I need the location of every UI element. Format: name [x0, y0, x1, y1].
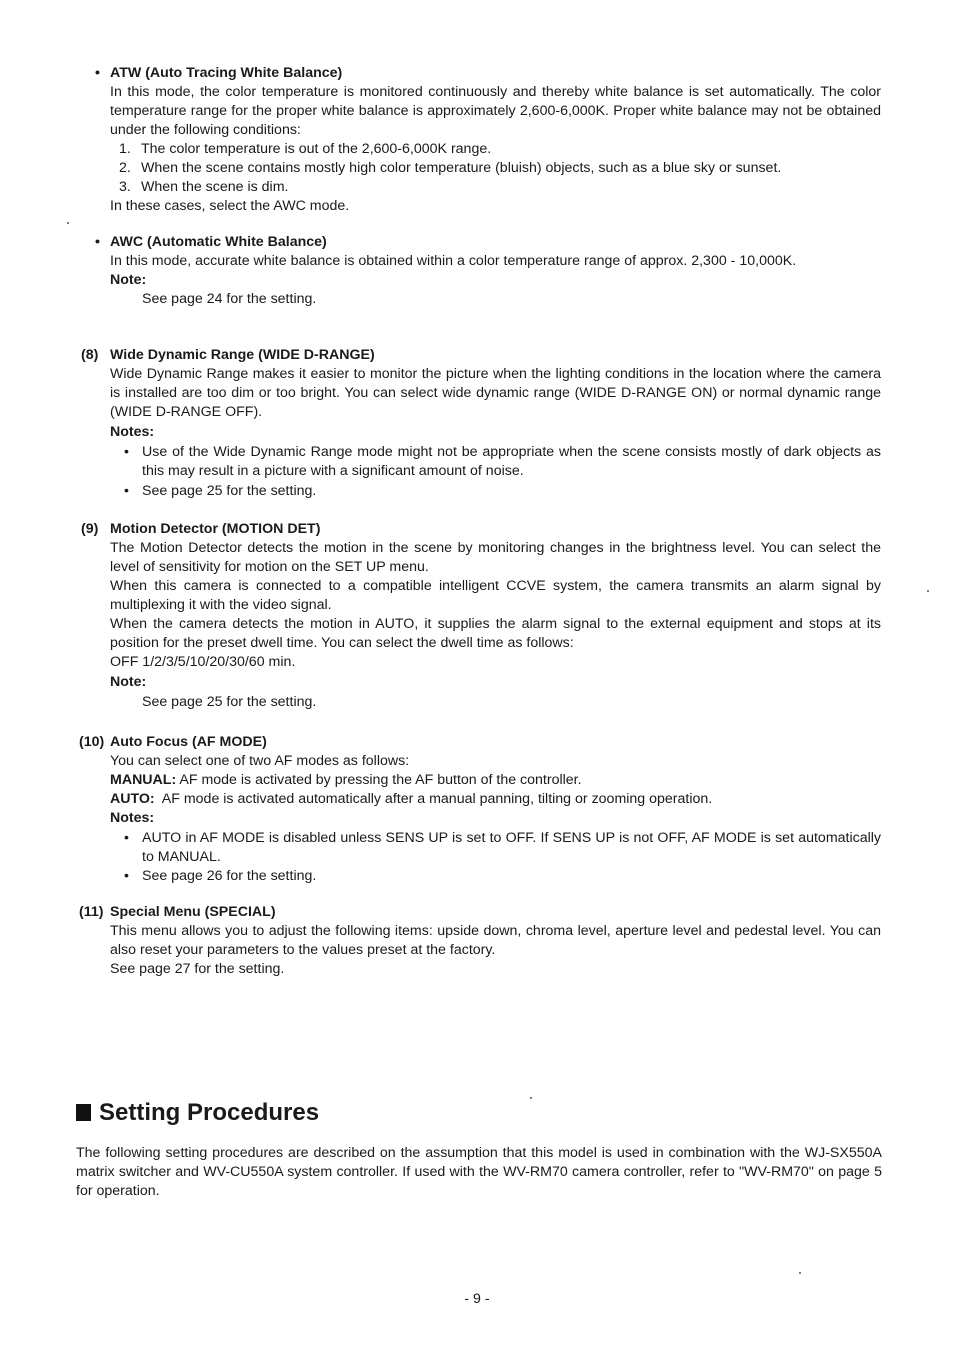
list-item: • See page 25 for the setting. — [124, 483, 317, 499]
scan-speck — [799, 1272, 801, 1274]
atw-section — [95, 64, 881, 216]
notes-label: Notes: — [110, 810, 155, 826]
awc-heading: AWC (Automatic White Balance) — [110, 234, 327, 250]
section-number: (10) — [79, 734, 105, 750]
bullet-dot: • — [124, 444, 129, 460]
scan-speck — [530, 1097, 532, 1099]
awc-section — [95, 233, 881, 309]
section-number: (8) — [81, 347, 99, 363]
list-item: 3. When the scene is dim. — [119, 179, 289, 195]
list-item: • Use of the Wide Dynamic Range mode might not be appropriate when the scene consists mostly of dark objects as this may result in a picture with a significant amount of noise. — [124, 444, 881, 479]
note-label: Note: — [110, 674, 147, 690]
section-heading: Auto Focus (AF MODE) — [110, 734, 267, 750]
bullet-dot: • — [95, 65, 100, 81]
section-9 — [81, 520, 881, 712]
scan-speck — [927, 590, 929, 592]
awc-description: In this mode, accurate white balance is obtained within a color temperature range of approx. 2,300 - 10,000K. — [110, 253, 797, 269]
list-item: • AUTO in AF MODE is disabled unless SENS UP is set to OFF. If SENS UP is not OFF, AF MODE is set automatically to MANUAL. — [124, 830, 881, 865]
section-text: Wide Dynamic Range makes it easier to monitor the picture when the lighting conditions in the location where the camera is installed are too dim or too bright. You can select wide dynamic range (WIDE D-RANGE ON) or normal dynamic range (WIDE D-RANGE OFF). — [110, 366, 881, 420]
list-item: • See page 26 for the setting. — [124, 868, 317, 884]
setting-procedures-section — [76, 1098, 882, 1201]
dwell-time-options: OFF 1/2/3/5/10/20/30/60 min. — [110, 654, 296, 670]
section-heading: Wide Dynamic Range (WIDE D-RANGE) — [110, 347, 375, 363]
page-number: - 9 - — [464, 1291, 490, 1307]
atw-description: In this mode, the color temperature is monitored continuously and thereby white balance is set automatically. The color temperature range for the proper white balance is approximately 2,600-6,000K. Proper white balance may not be obtained under the following conditions: — [110, 84, 881, 138]
section-heading: Motion Detector (MOTION DET) — [110, 521, 321, 537]
section-heading: Special Menu (SPECIAL) — [110, 904, 276, 920]
atw-heading: ATW (Auto Tracing White Balance) — [110, 65, 343, 81]
bullet-dot: • — [95, 234, 100, 250]
section-text: This menu allows you to adjust the following items: upside down, chroma level, aperture level and pedestal level. You can also reset your parameters to the values preset at the factory. — [110, 923, 881, 958]
section-number: (11) — [79, 904, 104, 920]
list-item: 2. When the scene contains mostly high color temperature (bluish) objects, such as a blue sky or sunset. — [119, 160, 782, 176]
section-11 — [79, 903, 881, 979]
section-number: (9) — [81, 521, 99, 537]
section-title: Setting Procedures — [76, 1098, 882, 1128]
manual-label: MANUAL: — [110, 772, 177, 788]
note-text: See page 25 for the setting. — [142, 694, 317, 710]
bullet-dot: • — [124, 830, 129, 846]
section-text: When this camera is connected to a compatible intelligent CCVE system, the camera transmits an alarm signal by multiplexing it with the video signal. — [110, 578, 881, 613]
list-item: 1. The color temperature is out of the 2,600-6,000K range. — [119, 141, 492, 157]
awc-note-label: Note: — [110, 272, 147, 288]
auto-label: AUTO: — [110, 791, 155, 807]
awc-note: See page 24 for the setting. — [142, 291, 317, 307]
section-text: You can select one of two AF modes as follows: — [110, 753, 410, 769]
bullet-dot: • — [124, 483, 129, 499]
atw-closing: In these cases, select the AWC mode. — [110, 198, 350, 214]
section-10 — [79, 733, 881, 886]
section-text: When the camera detects the motion in AUTO, it supplies the alarm signal to the external equipment and stops at its position for the preset dwell time. You can select the dwell time as follows: — [110, 616, 881, 651]
section-ref: See page 27 for the setting. — [110, 961, 285, 977]
scan-speck — [67, 222, 69, 224]
atw-condition-list — [110, 140, 881, 197]
manual-mode-line: MANUAL: AF mode is activated by pressing the AF button of the controller. — [110, 772, 582, 788]
square-bullet-icon — [76, 1104, 91, 1121]
auto-mode-line: AUTO: AF mode is activated automatically after a manual panning, tilting or zooming operation. — [110, 791, 713, 807]
section-text: The Motion Detector detects the motion in the scene by monitoring changes in the brightness level. You can select the level of sensitivity for motion on the SET UP menu. — [110, 540, 881, 575]
section-8 — [81, 346, 881, 501]
notes-label: Notes: — [110, 424, 155, 440]
bullet-dot: • — [124, 868, 129, 884]
section-text: The following setting procedures are described on the assumption that this model is used in combination with the WJ-SX550A matrix switcher and WV-CU550A system controller. If used with the WV-RM70 camera controller, refer to "WV-RM70" on page 5 for operation. — [76, 1145, 882, 1199]
